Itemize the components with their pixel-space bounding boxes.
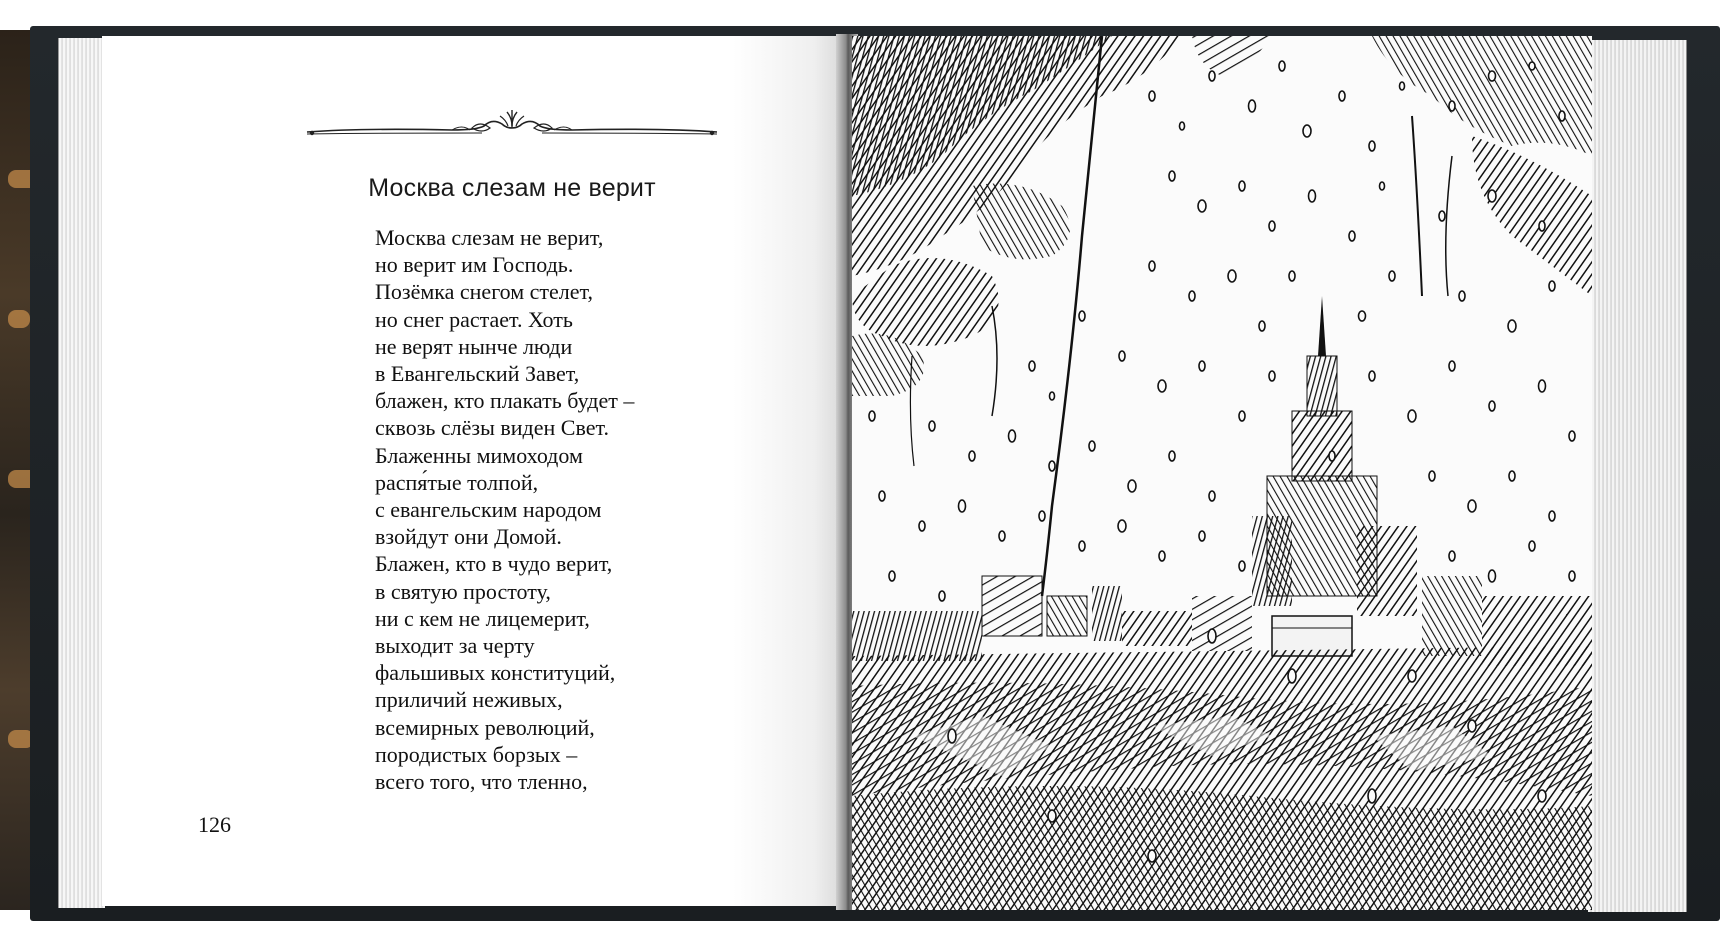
- left-page: [102, 36, 844, 906]
- poem-line: выходит за черту: [375, 633, 535, 659]
- right-page: [852, 36, 1592, 910]
- ornament-divider-icon: [302, 108, 722, 148]
- page-number: 126: [198, 812, 231, 837]
- poem-line: не верят нынче люди: [375, 333, 573, 359]
- background-light-spot: [8, 310, 30, 328]
- poem-line: приличий неживых,: [375, 687, 563, 713]
- poem-title: Москва слезам не верит: [368, 174, 656, 202]
- poem-line: в Евангельский Завет,: [375, 361, 580, 387]
- rainy-city-sketch-icon: [852, 36, 1592, 910]
- poem-line: сквозь слёзы виден Свет.: [375, 415, 609, 441]
- poem-line: взойдут они Домой.: [375, 524, 562, 550]
- poem-line: фальшивых конституций,: [375, 660, 616, 686]
- poem-line: породистых борзых –: [375, 741, 578, 767]
- poem-line: но верит им Господь.: [375, 252, 574, 278]
- poem-line: с евангельским народом: [375, 497, 602, 523]
- poem-text: [375, 224, 845, 795]
- poem-line: Москва слезам не верит,: [375, 225, 604, 250]
- poem-line: всего того, что тленно,: [375, 769, 588, 795]
- page-edges-left: [58, 38, 105, 908]
- poem-line: но снег растает. Хоть: [375, 306, 573, 332]
- page-edges-right: [1588, 40, 1687, 912]
- poem-line: Блаженны мимоходом: [375, 442, 583, 468]
- poem-line: ни с кем не лицемерит,: [375, 605, 590, 631]
- poem-line: распя́тые толпой,: [375, 469, 539, 495]
- poem-line: Позёмка снегом стелет,: [375, 279, 594, 305]
- poem-line: в святую простоту,: [375, 578, 551, 604]
- poem-line: Блажен, кто в чудо верит,: [375, 551, 613, 577]
- poem-line: блажен, кто плакать будет –: [375, 388, 635, 414]
- poem-line: всемирных революций,: [375, 714, 595, 740]
